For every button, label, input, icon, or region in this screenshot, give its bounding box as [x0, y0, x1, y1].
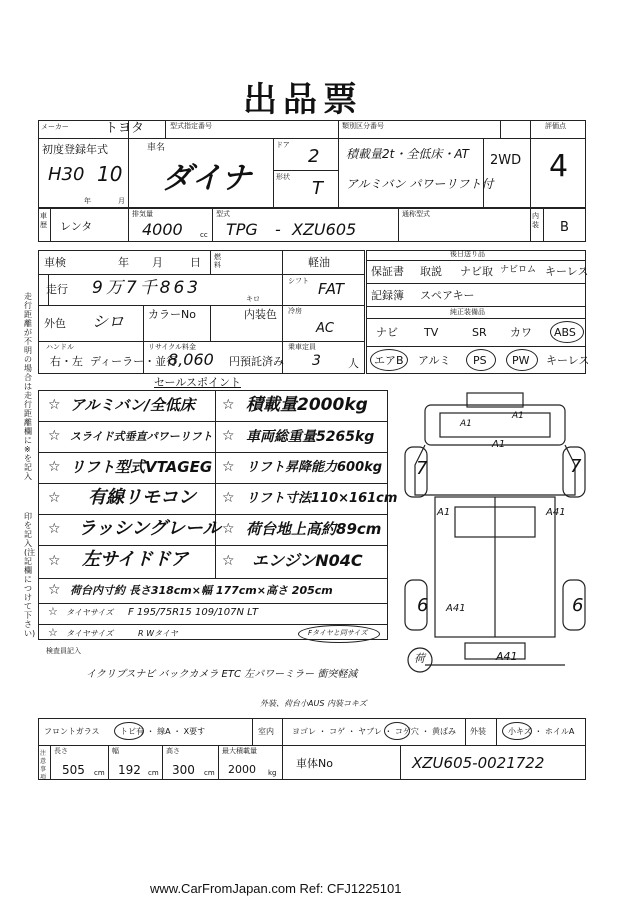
equip-item: TV — [424, 326, 439, 339]
star-icon: ☆ — [48, 582, 61, 598]
interior-cond-value: ヨゴレ ・ コゲ ・ ヤブレ ・ コゲ穴 ・ 黄ばみ — [292, 727, 457, 736]
star-icon: ☆ — [48, 626, 58, 639]
star-icon: ☆ — [48, 490, 61, 506]
equip-item: PS — [473, 354, 487, 367]
star-icon: ☆ — [222, 490, 235, 506]
mileage-value: 9万7千863 — [92, 278, 202, 298]
day-l: 日 — [190, 256, 201, 269]
page-title: 出品票 — [243, 80, 363, 120]
equip-item: エアB — [374, 354, 404, 367]
footer-ref: www.CarFromJapan.com Ref: CFJ1225101 — [150, 881, 402, 896]
spec-line-1: 積載量2t・全低床・AT — [346, 147, 470, 161]
spec-line-2: アルミバン パワーリフト付 — [346, 177, 494, 191]
remarks-1: イクリプスナビ バックカメラ ETC 左パワーミラー 衝突軽減 — [86, 669, 358, 680]
damage-mark: A1 — [437, 507, 451, 518]
weight-label: 最大積載量 — [222, 747, 257, 755]
interior-grade: B — [560, 220, 569, 235]
exterior-value: 小キズ ・ ホイルA — [508, 727, 575, 736]
tire-size-2: R Wタイヤ — [138, 629, 178, 638]
tire-size-1: F 195/75R15 109/107N LT — [128, 607, 259, 618]
cert-label: 注意事項 — [40, 750, 47, 781]
maker-value: トヨタ — [105, 121, 145, 136]
tire-label-2: タイヤサイズ — [66, 629, 114, 638]
docs-title: 後日送り品 — [450, 250, 485, 258]
star-icon: ☆ — [222, 459, 235, 475]
point-left: アルミバン/全低床 — [70, 396, 195, 414]
damage-mark: A1 — [492, 439, 506, 450]
tire-note: Fタイヤと同サイズ — [308, 629, 368, 637]
doc-item: 記録簿 — [371, 289, 404, 302]
equip-item: SR — [472, 326, 487, 339]
car-name-value: ダイナ — [162, 161, 252, 196]
width-label: 幅 — [112, 747, 119, 755]
damage-mark: 7 — [570, 456, 582, 477]
sales-title: セールスポイント — [154, 376, 242, 389]
year-l: 年 — [118, 256, 129, 269]
doors-value: 2 — [308, 146, 320, 167]
grade-label: 評価点 — [545, 122, 566, 130]
model-label: 型式 — [216, 210, 230, 218]
remarks-2: 外装、荷台小AUS 内装コキズ — [260, 699, 367, 708]
interior-color-label: 内装色 — [244, 308, 277, 321]
doc-item: キーレス — [545, 265, 589, 278]
cm-label: cm — [94, 769, 105, 777]
color-no-label: カラーNo — [148, 308, 196, 321]
shape-label: 形状 — [276, 173, 290, 181]
model-value-2: XZU605 — [292, 220, 357, 239]
usage-label: 車歴 — [40, 212, 47, 229]
point-dims: 荷台内寸約 長さ318cm×幅 177cm×高さ 205cm — [70, 584, 333, 597]
point-right: リフト寸法110×161cm — [246, 491, 398, 506]
displacement-value: 4000 — [142, 220, 183, 239]
person-label: 人 — [348, 357, 359, 370]
point-left: スライド式垂直パワーリフト — [70, 430, 213, 443]
shape-value: T — [312, 178, 323, 199]
height-label: 高さ — [166, 747, 180, 755]
length-label: 長さ — [54, 747, 68, 755]
model-dash: - — [275, 220, 281, 239]
damage-mark: 7 — [416, 458, 428, 479]
vin-value: XZU605-0021722 — [412, 754, 545, 772]
damage-mark: 6 — [572, 595, 584, 616]
length-value: 505 — [62, 763, 85, 777]
inspection-label: 車検 — [44, 256, 66, 269]
equip-item: PW — [512, 354, 530, 367]
weight-value: 2000 — [228, 763, 256, 776]
era-value: H30 — [48, 164, 85, 185]
grade-value: 4 — [549, 149, 569, 184]
windshield-value: トビ有 ・ 線A ・ X要す — [120, 727, 206, 736]
doc-item: ナビロム — [500, 265, 537, 275]
side-note: 走行距離が不明の場合は走行距離欄に※を記入 — [24, 292, 32, 481]
ac-value: AC — [316, 321, 334, 336]
fuel-label: 燃料 — [214, 253, 221, 269]
star-icon: ☆ — [48, 553, 61, 569]
height-value: 300 — [172, 763, 195, 777]
point-right: リフト昇降能力600kg — [246, 460, 383, 475]
star-icon: ☆ — [48, 397, 61, 413]
point-right: エンジンN04C — [252, 551, 363, 570]
approval-label: 通称型式 — [402, 210, 430, 218]
shift-label: シフト — [288, 277, 309, 285]
star-icon: ☆ — [48, 521, 61, 537]
color-label: 外色 — [44, 317, 66, 330]
equip-item: アルミ — [418, 354, 451, 367]
month-label: 月 — [118, 197, 125, 205]
doc-item: 取説 — [420, 265, 442, 278]
point-right: 車両総重量5265kg — [246, 429, 375, 445]
maker-label: メーカー — [41, 123, 69, 131]
equip-item: ABS — [554, 326, 576, 339]
displacement-label: 排気量 — [132, 210, 153, 218]
interior-cond-label: 室内 — [258, 727, 274, 736]
cm-label: cm — [204, 769, 215, 777]
exterior-label: 外装 — [470, 727, 486, 736]
recycle-label: リサイクル料金 — [148, 343, 197, 351]
equip-item: キーレス — [546, 354, 590, 367]
point-left: リフト型式VTAGEG — [70, 458, 213, 476]
side-note-2: 印を記入(注記欄につけて下さい) — [24, 512, 36, 638]
width-value: 192 — [118, 763, 141, 777]
inspector-label: 検査員記入 — [46, 647, 81, 655]
damage-mark: A1 — [460, 419, 472, 429]
star-icon: ☆ — [48, 605, 58, 618]
cm-label: cm — [148, 769, 159, 777]
car-name-label: 車名 — [147, 143, 166, 153]
month-value: 10 — [97, 162, 123, 186]
star-icon: ☆ — [222, 428, 235, 444]
point-left: 有線リモコン — [88, 487, 196, 508]
recycle-unit: 円預託済み — [229, 355, 284, 368]
handle-label: ハンドル — [46, 343, 74, 351]
tire-label-1: タイヤサイズ — [66, 608, 114, 617]
year-label: 年 — [84, 197, 91, 205]
color-value: シロ — [92, 312, 125, 331]
class-label: 類別区分番号 — [342, 122, 384, 130]
handle-value: 右・左 — [50, 355, 83, 368]
damage-mark: A1 — [512, 411, 524, 421]
damage-mark: A41 — [496, 650, 518, 663]
point-left: 左サイドドア — [82, 549, 189, 570]
doc-item: ナビ取 — [460, 265, 493, 278]
point-left: ラッシングレール — [78, 518, 221, 539]
point-right: 荷台地上高約89cm — [246, 520, 382, 538]
capacity-label: 乗車定員 — [288, 343, 316, 351]
usage-value: レンタ — [60, 220, 93, 233]
first-reg-label: 初度登録年式 — [42, 143, 108, 156]
kg-label: kg — [268, 769, 277, 777]
model-value-1: TPG — [226, 220, 258, 239]
windshield-label: フロントガラス — [44, 727, 100, 736]
km-label: キロ — [246, 295, 260, 303]
door-label: ドア — [276, 141, 290, 149]
star-icon: ☆ — [222, 553, 235, 569]
month-l: 月 — [152, 256, 163, 269]
dealer-value: ディーラー・並行 — [90, 355, 178, 368]
interior-label: 内装 — [532, 212, 539, 229]
vin-label: 車体No — [296, 757, 333, 770]
model-code-label: 型式指定番号 — [170, 122, 212, 130]
shift-value: FAT — [318, 280, 345, 298]
fuel-value: 軽油 — [308, 256, 330, 269]
drive-value: 2WD — [490, 153, 522, 168]
point-right: 積載量2000kg — [246, 395, 368, 415]
damage-mark: 荷 — [414, 652, 425, 665]
vehicle-diagram — [395, 385, 595, 685]
star-icon: ☆ — [48, 459, 61, 475]
equip-title: 純正装備品 — [450, 308, 485, 316]
equip-item: カワ — [510, 326, 532, 339]
mileage-label: 走行 — [46, 283, 68, 296]
equip-item: ナビ — [376, 326, 398, 339]
ac-label: 冷房 — [288, 307, 302, 315]
cc-label: cc — [200, 231, 208, 239]
capacity-value: 3 — [312, 353, 321, 369]
damage-mark: 6 — [417, 595, 429, 616]
damage-mark: A41 — [446, 603, 466, 614]
star-icon: ☆ — [222, 521, 235, 537]
doc-item: スペアキー — [420, 289, 475, 302]
recycle-value: 8,060 — [168, 350, 214, 369]
star-icon: ☆ — [48, 428, 61, 444]
damage-mark: A41 — [546, 507, 566, 518]
doc-item: 保証書 — [371, 265, 404, 278]
star-icon: ☆ — [222, 397, 235, 413]
